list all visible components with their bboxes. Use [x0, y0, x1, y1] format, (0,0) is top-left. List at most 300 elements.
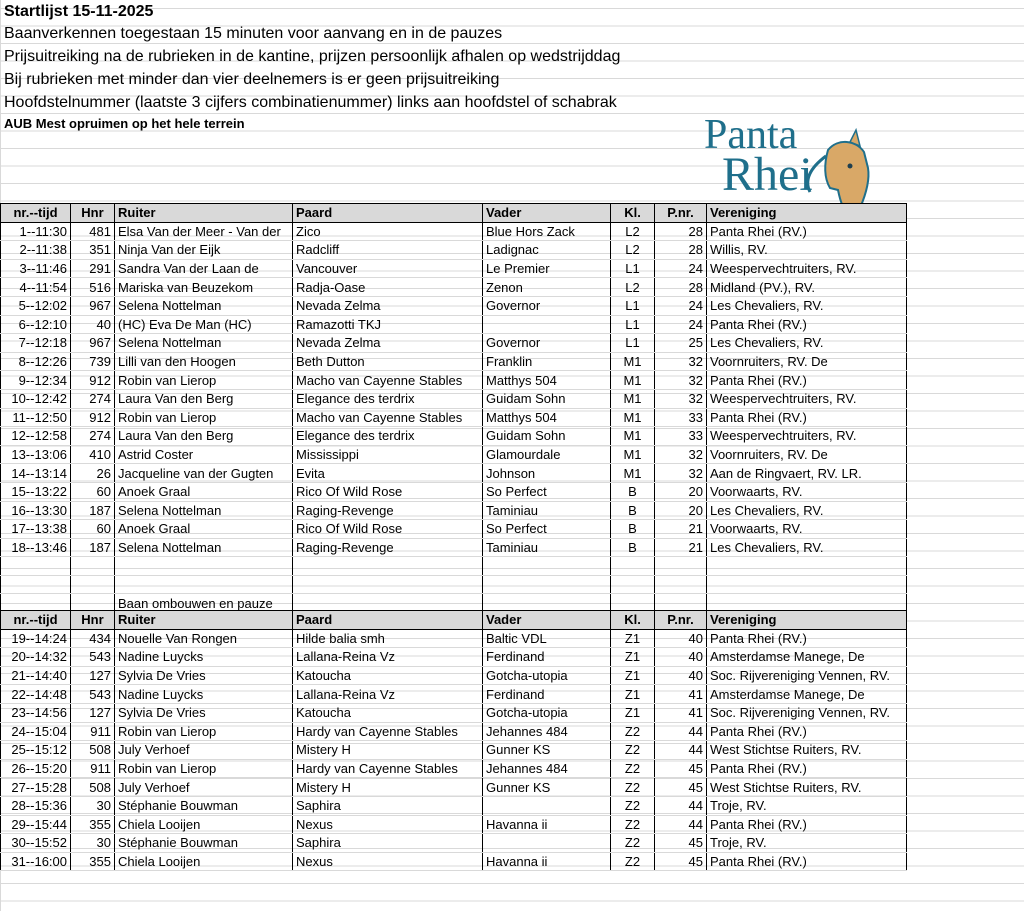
cell-vader: Jehannes 484 — [483, 722, 611, 741]
cell-vereniging: Panta Rhei (RV.) — [707, 759, 907, 778]
table-row — [1, 648, 907, 667]
cell-paard: Lallana-Reina Vz — [293, 648, 483, 667]
cell-ruiter: Lilli van den Hoogen — [115, 352, 293, 371]
table-row — [1, 703, 907, 722]
cell-vader: Jehannes 484 — [483, 759, 611, 778]
col-header-pnr: P.nr. — [655, 611, 707, 630]
cell-nr-tijd: 23--14:56 — [1, 703, 71, 722]
cell-ruiter: Laura Van den Berg — [115, 427, 293, 446]
cell-vereniging: Panta Rhei (RV.) — [707, 371, 907, 390]
cell-klasse: M1 — [611, 371, 655, 390]
cell-nr-tijd: 10--12:42 — [1, 389, 71, 408]
cell-klasse: L1 — [611, 296, 655, 315]
cell-pnr: 28 — [655, 278, 707, 297]
cell-pnr: 45 — [655, 759, 707, 778]
cell-paard: Rico Of Wild Rose — [293, 520, 483, 539]
cell-vereniging: Weespervechtruiters, RV. — [707, 427, 907, 446]
cell-hnr: 516 — [71, 278, 115, 297]
cell-klasse: Z1 — [611, 666, 655, 685]
cell-paard: Nexus — [293, 852, 483, 871]
cell-nr-tijd: 1--11:30 — [1, 222, 71, 241]
cell-vader: Zenon — [483, 278, 611, 297]
cell-nr-tijd: 25--15:12 — [1, 741, 71, 760]
cell-nr-tijd: 20--14:32 — [1, 648, 71, 667]
cell-paard: Macho van Cayenne Stables — [293, 408, 483, 427]
cell-vader: Johnson — [483, 464, 611, 483]
cell-vereniging: Voornruiters, RV. De — [707, 352, 907, 371]
cell-vader: Havanna ii — [483, 815, 611, 834]
col-header-vader: Vader — [483, 611, 611, 630]
cell-vereniging: Troje, RV. — [707, 834, 907, 853]
cell-pnr: 40 — [655, 629, 707, 648]
col-header-ruiter: Ruiter — [115, 204, 293, 223]
empty-cell — [611, 557, 655, 576]
cell-nr-tijd: 12--12:58 — [1, 427, 71, 446]
cell-nr-tijd: 28--15:36 — [1, 796, 71, 815]
cell-klasse: Z2 — [611, 815, 655, 834]
cell-vader: So Perfect — [483, 482, 611, 501]
cell-klasse: Z2 — [611, 759, 655, 778]
page-title: Startlijst 15-11-2025 — [4, 3, 154, 20]
cell-hnr: 127 — [71, 666, 115, 685]
cell-nr-tijd: 15--13:22 — [1, 482, 71, 501]
cell-pnr: 44 — [655, 815, 707, 834]
empty-cell — [655, 557, 707, 576]
cell-klasse: M1 — [611, 389, 655, 408]
cell-hnr: 967 — [71, 296, 115, 315]
cell-pnr: 44 — [655, 722, 707, 741]
table-row — [1, 371, 907, 390]
cell-klasse: Z2 — [611, 741, 655, 760]
cell-vereniging: Weespervechtruiters, RV. — [707, 259, 907, 278]
cell-vereniging: Les Chevaliers, RV. — [707, 501, 907, 520]
table-row — [1, 296, 907, 315]
cell-pnr: 45 — [655, 778, 707, 797]
cell-vader: Ferdinand — [483, 648, 611, 667]
cell-vader: Havanna ii — [483, 852, 611, 871]
cell-ruiter: Selena Nottelman — [115, 296, 293, 315]
cell-ruiter: Robin van Lierop — [115, 722, 293, 741]
empty-cell — [655, 575, 707, 594]
cell-pnr: 20 — [655, 482, 707, 501]
cell-hnr: 355 — [71, 852, 115, 871]
cell-vereniging: Panta Rhei (RV.) — [707, 222, 907, 241]
cell-vereniging: Panta Rhei (RV.) — [707, 629, 907, 648]
cell-hnr: 187 — [71, 501, 115, 520]
cell-vereniging: Weespervechtruiters, RV. — [707, 389, 907, 408]
cell-paard: Radcliff — [293, 241, 483, 260]
cell-pnr: 25 — [655, 334, 707, 353]
cell-vereniging: Les Chevaliers, RV. — [707, 334, 907, 353]
cell-paard: Elegance des terdrix — [293, 427, 483, 446]
table-row — [1, 520, 907, 539]
cell-pnr: 45 — [655, 834, 707, 853]
table-row — [1, 222, 907, 241]
cell-ruiter: Nadine Luycks — [115, 648, 293, 667]
cell-vader: Guidam Sohn — [483, 427, 611, 446]
table-row — [1, 408, 907, 427]
cell-klasse: B — [611, 482, 655, 501]
cell-vader — [483, 315, 611, 334]
logo-text-panta: Panta — [704, 112, 798, 158]
cell-pnr: 32 — [655, 371, 707, 390]
cell-klasse: Z2 — [611, 834, 655, 853]
cell-hnr: 26 — [71, 464, 115, 483]
cell-ruiter: Robin van Lierop — [115, 408, 293, 427]
cell-nr-tijd: 22--14:48 — [1, 685, 71, 704]
cell-nr-tijd: 5--12:02 — [1, 296, 71, 315]
cell-nr-tijd: 16--13:30 — [1, 501, 71, 520]
cell-paard: Rico Of Wild Rose — [293, 482, 483, 501]
empty-cell — [71, 557, 115, 576]
cell-klasse: L1 — [611, 315, 655, 334]
col-header-nr-tijd: nr.--tijd — [1, 204, 71, 223]
info-line-1: Baanverkennen toegestaan 15 minuten voor aanvang en in de pauzes — [4, 25, 503, 42]
cell-hnr: 481 — [71, 222, 115, 241]
cell-nr-tijd: 27--15:28 — [1, 778, 71, 797]
cell-hnr: 60 — [71, 520, 115, 539]
table-row — [1, 778, 907, 797]
cell-vereniging: Panta Rhei (RV.) — [707, 408, 907, 427]
cell-vereniging: Willis, RV. — [707, 241, 907, 260]
cell-hnr: 508 — [71, 778, 115, 797]
cell-vereniging: West Stichtse Ruiters, RV. — [707, 778, 907, 797]
cell-paard: Nevada Zelma — [293, 334, 483, 353]
cell-vader: Blue Hors Zack — [483, 222, 611, 241]
cell-paard: Mistery H — [293, 778, 483, 797]
cell-vader: Taminiau — [483, 538, 611, 557]
cell-pnr: 32 — [655, 464, 707, 483]
table-row — [1, 241, 907, 260]
cell-paard: Mississippi — [293, 445, 483, 464]
col-header-klasse: Kl. — [611, 204, 655, 223]
cell-hnr: 912 — [71, 371, 115, 390]
cell-vader: Guidam Sohn — [483, 389, 611, 408]
col-header-paard: Paard — [293, 611, 483, 630]
cell-paard: Lallana-Reina Vz — [293, 685, 483, 704]
cell-ruiter: Elsa Van der Meer - Van der — [115, 222, 293, 241]
cell-hnr: 40 — [71, 315, 115, 334]
col-header-nr-tijd: nr.--tijd — [1, 611, 71, 630]
cell-pnr: 44 — [655, 741, 707, 760]
cell-klasse: Z2 — [611, 722, 655, 741]
header-row — [1, 204, 907, 223]
info-line-3: Bij rubrieken met minder dan vier deelnemers is er geen prijsuitreiking — [4, 71, 500, 88]
cell-ruiter: July Verhoef — [115, 741, 293, 760]
cell-ruiter: Mariska van Beuzekom — [115, 278, 293, 297]
table-row — [1, 501, 907, 520]
cell-vereniging: Soc. Rijvereniging Vennen, RV. — [707, 703, 907, 722]
cell-paard: Mistery H — [293, 741, 483, 760]
table-row — [1, 315, 907, 334]
cell-nr-tijd: 24--15:04 — [1, 722, 71, 741]
cell-vader: Matthys 504 — [483, 408, 611, 427]
cell-paard: Zico — [293, 222, 483, 241]
cell-paard: Raging-Revenge — [293, 538, 483, 557]
cell-nr-tijd: 17--13:38 — [1, 520, 71, 539]
cell-hnr: 351 — [71, 241, 115, 260]
cell-hnr: 30 — [71, 834, 115, 853]
cell-nr-tijd: 13--13:06 — [1, 445, 71, 464]
cell-pnr: 21 — [655, 520, 707, 539]
cell-ruiter: Astrid Coster — [115, 445, 293, 464]
table-row — [1, 834, 907, 853]
cell-vader: Taminiau — [483, 501, 611, 520]
cell-paard: Hardy van Cayenne Stables — [293, 759, 483, 778]
cell-pnr: 28 — [655, 241, 707, 260]
cell-pnr: 24 — [655, 315, 707, 334]
cell-hnr: 739 — [71, 352, 115, 371]
table-row — [1, 464, 907, 483]
cell-vereniging: Panta Rhei (RV.) — [707, 315, 907, 334]
table-row — [1, 445, 907, 464]
cell-klasse: M1 — [611, 445, 655, 464]
cell-paard: Ramazotti TKJ — [293, 315, 483, 334]
table-row — [1, 334, 907, 353]
cell-hnr: 410 — [71, 445, 115, 464]
cell-hnr: 127 — [71, 703, 115, 722]
cell-pnr: 33 — [655, 427, 707, 446]
cell-klasse: L2 — [611, 241, 655, 260]
cell-nr-tijd: 4--11:54 — [1, 278, 71, 297]
cell-paard: Saphira — [293, 796, 483, 815]
cell-hnr: 60 — [71, 482, 115, 501]
cell-paard: Katoucha — [293, 703, 483, 722]
cell-klasse: B — [611, 538, 655, 557]
cell-pnr: 44 — [655, 796, 707, 815]
cell-ruiter: Stéphanie Bouwman — [115, 796, 293, 815]
empty-cell — [707, 575, 907, 594]
cell-hnr: 30 — [71, 796, 115, 815]
cell-pnr: 33 — [655, 408, 707, 427]
cell-vereniging: Amsterdamse Manege, De — [707, 648, 907, 667]
cell-vereniging: Voorwaarts, RV. — [707, 482, 907, 501]
cell-ruiter: Selena Nottelman — [115, 501, 293, 520]
cell-paard: Nevada Zelma — [293, 296, 483, 315]
cell-klasse: L2 — [611, 278, 655, 297]
cell-vereniging: Amsterdamse Manege, De — [707, 685, 907, 704]
cell-vereniging: Les Chevaliers, RV. — [707, 296, 907, 315]
col-header-paard: Paard — [293, 204, 483, 223]
cell-vereniging: Midland (PV.), RV. — [707, 278, 907, 297]
cell-nr-tijd: 2--11:38 — [1, 241, 71, 260]
blank-row — [1, 575, 907, 594]
cell-vereniging: Troje, RV. — [707, 796, 907, 815]
cell-nr-tijd: 21--14:40 — [1, 666, 71, 685]
cell-pnr: 32 — [655, 445, 707, 464]
empty-cell — [71, 575, 115, 594]
cell-nr-tijd: 30--15:52 — [1, 834, 71, 853]
cell-pnr: 41 — [655, 685, 707, 704]
cell-vader: So Perfect — [483, 520, 611, 539]
cell-vader: Glamourdale — [483, 445, 611, 464]
header-row — [1, 611, 907, 630]
empty-cell — [483, 557, 611, 576]
cell-vereniging: Panta Rhei (RV.) — [707, 815, 907, 834]
cell-paard: Macho van Cayenne Stables — [293, 371, 483, 390]
cell-paard: Hilde balia smh — [293, 629, 483, 648]
cell-klasse: Z1 — [611, 703, 655, 722]
cell-ruiter: Anoek Graal — [115, 482, 293, 501]
cell-klasse: M1 — [611, 464, 655, 483]
cell-klasse: Z2 — [611, 778, 655, 797]
cell-vader: Gunner KS — [483, 778, 611, 797]
cell-nr-tijd: 9--12:34 — [1, 371, 71, 390]
cell-klasse: Z1 — [611, 648, 655, 667]
cell-hnr: 274 — [71, 427, 115, 446]
cell-hnr: 508 — [71, 741, 115, 760]
cell-paard: Raging-Revenge — [293, 501, 483, 520]
cell-hnr: 912 — [71, 408, 115, 427]
cell-nr-tijd: 6--12:10 — [1, 315, 71, 334]
table-row — [1, 427, 907, 446]
cell-pnr: 41 — [655, 703, 707, 722]
empty-cell — [707, 557, 907, 576]
empty-cell — [1, 557, 71, 576]
cell-vader: Gotcha-utopia — [483, 666, 611, 685]
manure-note: AUB Mest opruimen op het hele terrein — [4, 116, 245, 131]
cell-pnr: 21 — [655, 538, 707, 557]
col-header-hnr: Hnr — [71, 611, 115, 630]
cell-paard: Katoucha — [293, 666, 483, 685]
cell-paard: Evita — [293, 464, 483, 483]
cell-vader: Matthys 504 — [483, 371, 611, 390]
empty-cell — [115, 557, 293, 576]
cell-klasse: Z1 — [611, 629, 655, 648]
cell-vereniging: Panta Rhei (RV.) — [707, 852, 907, 871]
cell-nr-tijd: 7--12:18 — [1, 334, 71, 353]
table-row — [1, 352, 907, 371]
cell-vader: Le Premier — [483, 259, 611, 278]
cell-vader: Baltic VDL — [483, 629, 611, 648]
cell-pnr: 32 — [655, 389, 707, 408]
empty-cell — [483, 575, 611, 594]
cell-vereniging: West Stichtse Ruiters, RV. — [707, 741, 907, 760]
cell-pnr: 28 — [655, 222, 707, 241]
col-header-pnr: P.nr. — [655, 204, 707, 223]
cell-vader: Governor — [483, 296, 611, 315]
cell-ruiter: Selena Nottelman — [115, 538, 293, 557]
cell-hnr: 187 — [71, 538, 115, 557]
cell-pnr: 32 — [655, 352, 707, 371]
table-row — [1, 796, 907, 815]
cell-paard: Nexus — [293, 815, 483, 834]
empty-cell — [611, 575, 655, 594]
table-row — [1, 389, 907, 408]
cell-ruiter: Chiela Looijen — [115, 852, 293, 871]
cell-pnr: 24 — [655, 259, 707, 278]
cell-nr-tijd: 19--14:24 — [1, 629, 71, 648]
cell-nr-tijd: 11--12:50 — [1, 408, 71, 427]
cell-klasse: B — [611, 501, 655, 520]
cell-hnr: 543 — [71, 685, 115, 704]
cell-klasse: Z2 — [611, 852, 655, 871]
cell-ruiter: Nouelle Van Rongen — [115, 629, 293, 648]
cell-pnr: 40 — [655, 648, 707, 667]
col-header-ruiter: Ruiter — [115, 611, 293, 630]
cell-ruiter: Sylvia De Vries — [115, 666, 293, 685]
table-row — [1, 538, 907, 557]
table-row — [1, 685, 907, 704]
cell-pnr: 24 — [655, 296, 707, 315]
cell-pnr: 40 — [655, 666, 707, 685]
cell-ruiter: Nadine Luycks — [115, 685, 293, 704]
table-row — [1, 759, 907, 778]
cell-nr-tijd: 3--11:46 — [1, 259, 71, 278]
cell-klasse: M1 — [611, 427, 655, 446]
col-header-hnr: Hnr — [71, 204, 115, 223]
empty-cell — [293, 575, 483, 594]
cell-ruiter: Robin van Lierop — [115, 371, 293, 390]
cell-nr-tijd: 18--13:46 — [1, 538, 71, 557]
cell-ruiter: Stéphanie Bouwman — [115, 834, 293, 853]
col-header-klasse: Kl. — [611, 611, 655, 630]
cell-nr-tijd: 8--12:26 — [1, 352, 71, 371]
cell-vereniging: Panta Rhei (RV.) — [707, 722, 907, 741]
cell-hnr: 911 — [71, 722, 115, 741]
table-row — [1, 852, 907, 871]
cell-paard: Elegance des terdrix — [293, 389, 483, 408]
cell-klasse: L1 — [611, 334, 655, 353]
cell-nr-tijd: 29--15:44 — [1, 815, 71, 834]
table-row — [1, 722, 907, 741]
col-header-vereniging: Vereniging — [707, 204, 907, 223]
cell-hnr: 434 — [71, 629, 115, 648]
cell-nr-tijd: 14--13:14 — [1, 464, 71, 483]
empty-cell — [1, 575, 71, 594]
cell-ruiter: Laura Van den Berg — [115, 389, 293, 408]
empty-cell — [115, 575, 293, 594]
cell-ruiter: Robin van Lierop — [115, 759, 293, 778]
cell-vereniging: Aan de Ringvaert, RV. LR. — [707, 464, 907, 483]
cell-hnr: 291 — [71, 259, 115, 278]
cell-paard: Hardy van Cayenne Stables — [293, 722, 483, 741]
cell-hnr: 355 — [71, 815, 115, 834]
cell-klasse: B — [611, 520, 655, 539]
cell-vader — [483, 834, 611, 853]
cell-ruiter: Sylvia De Vries — [115, 703, 293, 722]
cell-pnr: 20 — [655, 501, 707, 520]
cell-pnr: 45 — [655, 852, 707, 871]
info-line-4: Hoofdstelnummer (laatste 3 cijfers combinatienummer) links aan hoofdstel of schabrak — [4, 94, 617, 111]
cell-ruiter: Ninja Van der Eijk — [115, 241, 293, 260]
cell-vader — [483, 796, 611, 815]
cell-vader: Gunner KS — [483, 741, 611, 760]
cell-klasse: M1 — [611, 408, 655, 427]
cell-vereniging: Voornruiters, RV. De — [707, 445, 907, 464]
table-row — [1, 482, 907, 501]
cell-ruiter: (HC) Eva De Man (HC) — [115, 315, 293, 334]
cell-vader: Gotcha-utopia — [483, 703, 611, 722]
cell-nr-tijd: 31--16:00 — [1, 852, 71, 871]
cell-paard: Beth Dutton — [293, 352, 483, 371]
table-row — [1, 666, 907, 685]
table-row — [1, 741, 907, 760]
cell-vereniging: Soc. Rijvereniging Vennen, RV. — [707, 666, 907, 685]
cell-paard: Radja-Oase — [293, 278, 483, 297]
cell-ruiter: Chiela Looijen — [115, 815, 293, 834]
cell-vereniging: Voorwaarts, RV. — [707, 520, 907, 539]
table-row — [1, 278, 907, 297]
cell-hnr: 967 — [71, 334, 115, 353]
info-line-2: Prijsuitreiking na de rubrieken in de kantine, prijzen persoonlijk afhalen op wedstrijddag — [4, 48, 621, 65]
cell-ruiter: Anoek Graal — [115, 520, 293, 539]
cell-vader: Governor — [483, 334, 611, 353]
break-label: Baan ombouwen en pauze — [115, 594, 293, 613]
cell-vader: Ferdinand — [483, 685, 611, 704]
empty-cell — [293, 557, 483, 576]
cell-ruiter: Jacqueline van der Gugten — [115, 464, 293, 483]
